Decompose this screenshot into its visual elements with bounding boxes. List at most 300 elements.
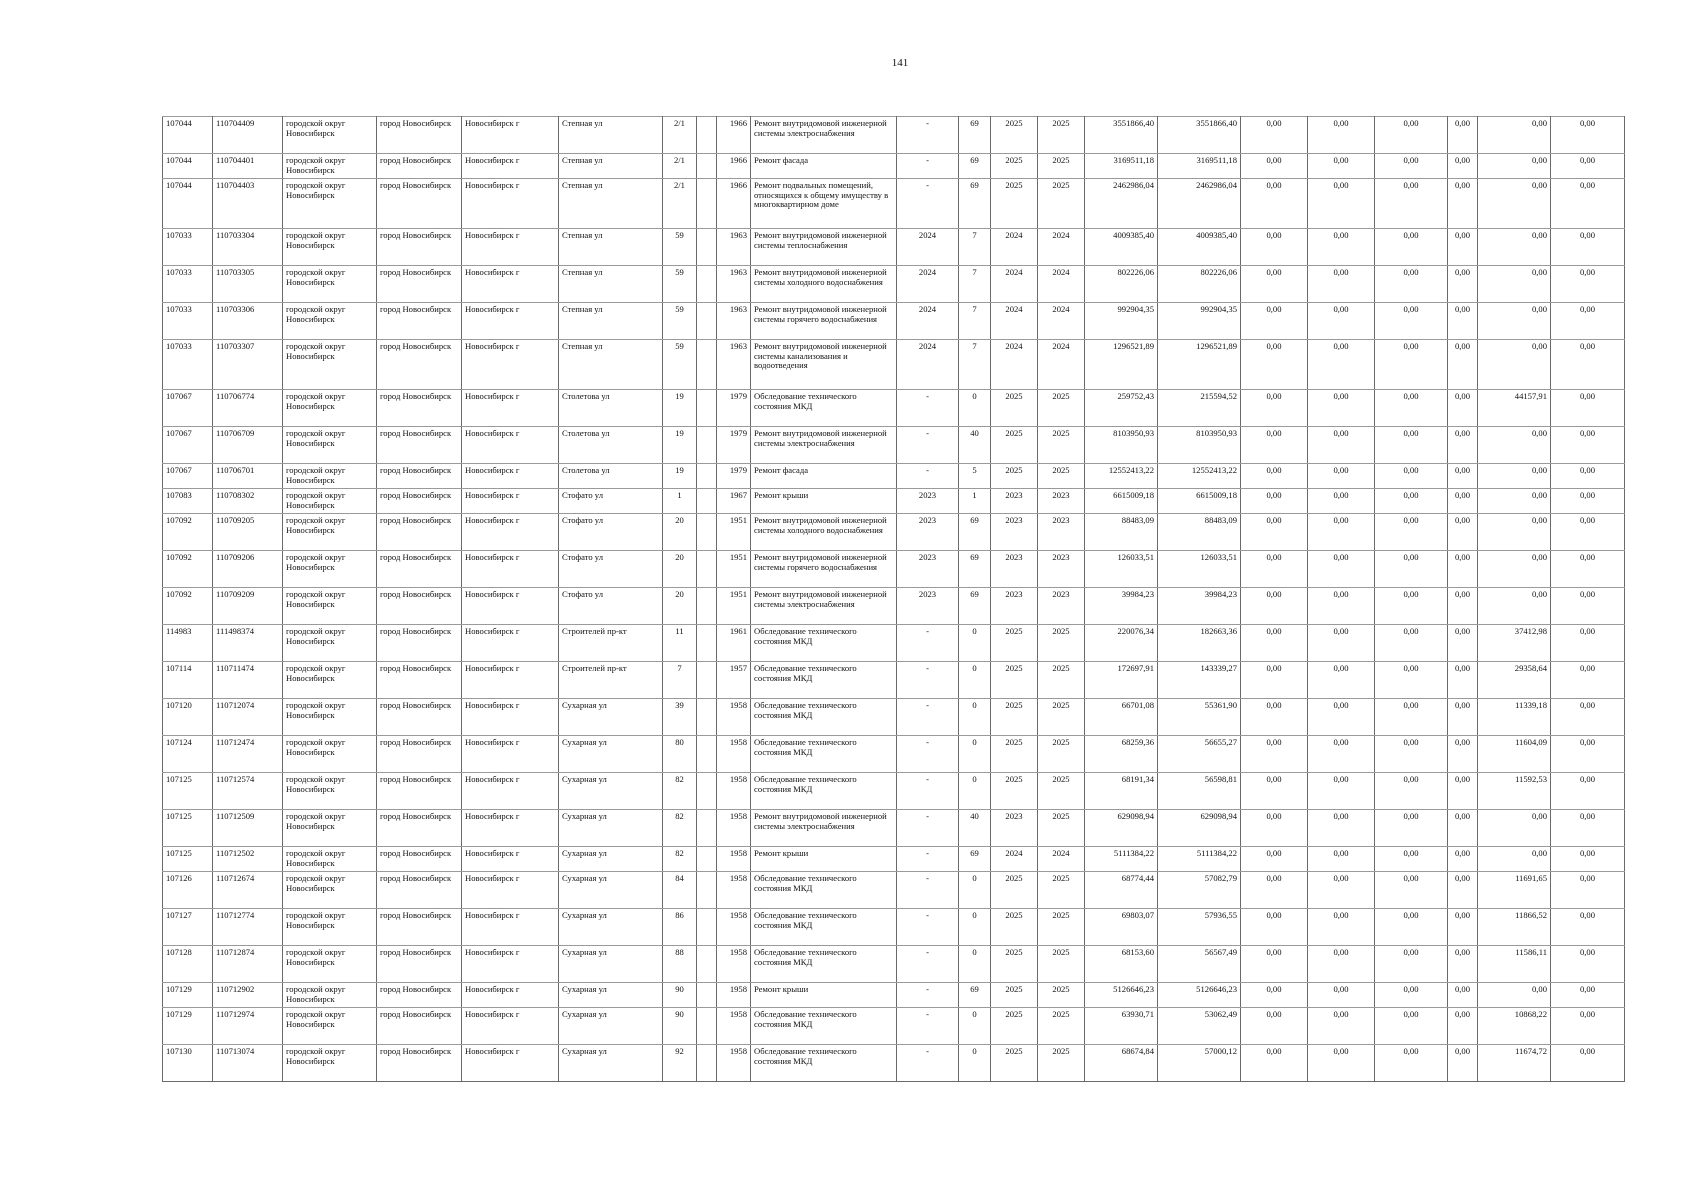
planned-year-cell: - [897, 662, 959, 699]
end-year-cell: 2023 [1038, 514, 1085, 551]
regional-budget-cell: 0,00 [1308, 909, 1375, 946]
work-type-cell: Обследование технического состояния МКД [751, 625, 897, 662]
work-id-cell: 110703304 [213, 229, 283, 266]
reserve-cell: 0,00 [1551, 179, 1625, 229]
start-year-cell: 2023 [991, 551, 1038, 588]
work-type-cell: Ремонт внутридомовой инженерной системы канализования и водоотведения [751, 340, 897, 390]
planned-year-cell: 2024 [897, 266, 959, 303]
work-type-cell: Обследование технического состояния МКД [751, 390, 897, 427]
federal-cost-cell: 0,00 [1241, 514, 1308, 551]
building-id-cell: 107092 [163, 551, 213, 588]
planned-year-cell: - [897, 983, 959, 1008]
start-year-cell: 2025 [991, 464, 1038, 489]
table-row [163, 229, 1625, 266]
table-row [163, 154, 1625, 179]
local-budget-cell: 0,00 [1375, 427, 1448, 464]
planned-year-cell: - [897, 872, 959, 909]
planned-year-cell: - [897, 427, 959, 464]
owner-funds-cell: 0,00 [1448, 736, 1478, 773]
street-cell: Сухарная ул [559, 909, 663, 946]
house-number-cell: 90 [663, 983, 697, 1008]
owner-funds-cell: 0,00 [1448, 154, 1478, 179]
settlement-cell: город Новосибирск [377, 551, 462, 588]
federal-cost-cell: 0,00 [1241, 229, 1308, 266]
regional-budget-cell: 0,00 [1308, 154, 1375, 179]
street-cell: Сухарная ул [559, 872, 663, 909]
building-letter-cell [697, 946, 717, 983]
start-year-cell: 2023 [991, 514, 1038, 551]
work-id-cell: 110709209 [213, 588, 283, 625]
build-year-cell: 1951 [717, 514, 751, 551]
regional-fund-cost-cell: 88483,09 [1158, 514, 1241, 551]
locality-cell: Новосибирск г [462, 514, 559, 551]
local-budget-cell: 0,00 [1375, 154, 1448, 179]
building-letter-cell [697, 514, 717, 551]
work-id-cell: 110709205 [213, 514, 283, 551]
table-row [163, 489, 1625, 514]
building-letter-cell [697, 1045, 717, 1082]
local-budget-cell: 0,00 [1375, 625, 1448, 662]
other-funds-cell: 0,00 [1478, 847, 1551, 872]
build-year-cell: 1967 [717, 489, 751, 514]
building-letter-cell [697, 1008, 717, 1045]
local-budget-cell: 0,00 [1375, 773, 1448, 810]
end-year-cell: 2023 [1038, 551, 1085, 588]
regional-budget-cell: 0,00 [1308, 117, 1375, 154]
start-year-cell: 2025 [991, 662, 1038, 699]
federal-cost-cell: 0,00 [1241, 489, 1308, 514]
locality-cell: Новосибирск г [462, 154, 559, 179]
local-budget-cell: 0,00 [1375, 1008, 1448, 1045]
locality-cell: Новосибирск г [462, 266, 559, 303]
reserve-cell: 0,00 [1551, 588, 1625, 625]
end-year-cell: 2025 [1038, 464, 1085, 489]
table-row [163, 427, 1625, 464]
street-cell: Степная ул [559, 229, 663, 266]
wear-percent-cell: 7 [959, 303, 991, 340]
other-funds-cell: 0,00 [1478, 154, 1551, 179]
start-year-cell: 2024 [991, 266, 1038, 303]
regional-budget-cell: 0,00 [1308, 179, 1375, 229]
total-cost-cell: 172697,91 [1085, 662, 1158, 699]
work-type-cell: Обследование технического состояния МКД [751, 1045, 897, 1082]
wear-percent-cell: 40 [959, 427, 991, 464]
locality-cell: Новосибирск г [462, 773, 559, 810]
start-year-cell: 2025 [991, 427, 1038, 464]
wear-percent-cell: 0 [959, 1045, 991, 1082]
end-year-cell: 2025 [1038, 946, 1085, 983]
end-year-cell: 2023 [1038, 489, 1085, 514]
planned-year-cell: 2023 [897, 514, 959, 551]
municipal-district-cell: городской округ Новосибирск [283, 551, 377, 588]
regional-fund-cost-cell: 143339,27 [1158, 662, 1241, 699]
house-number-cell: 20 [663, 588, 697, 625]
settlement-cell: город Новосибирск [377, 588, 462, 625]
municipal-district-cell: городской округ Новосибирск [283, 229, 377, 266]
local-budget-cell: 0,00 [1375, 551, 1448, 588]
owner-funds-cell: 0,00 [1448, 427, 1478, 464]
owner-funds-cell: 0,00 [1448, 662, 1478, 699]
wear-percent-cell: 0 [959, 909, 991, 946]
street-cell: Сухарная ул [559, 1008, 663, 1045]
municipal-district-cell: городской округ Новосибирск [283, 810, 377, 847]
federal-cost-cell: 0,00 [1241, 847, 1308, 872]
start-year-cell: 2025 [991, 699, 1038, 736]
owner-funds-cell: 0,00 [1448, 340, 1478, 390]
total-cost-cell: 2462986,04 [1085, 179, 1158, 229]
settlement-cell: город Новосибирск [377, 154, 462, 179]
table-row [163, 662, 1625, 699]
settlement-cell: город Новосибирск [377, 699, 462, 736]
regional-fund-cost-cell: 629098,94 [1158, 810, 1241, 847]
end-year-cell: 2025 [1038, 810, 1085, 847]
street-cell: Сухарная ул [559, 773, 663, 810]
other-funds-cell: 0,00 [1478, 514, 1551, 551]
federal-cost-cell: 0,00 [1241, 773, 1308, 810]
local-budget-cell: 0,00 [1375, 736, 1448, 773]
municipal-district-cell: городской округ Новосибирск [283, 489, 377, 514]
build-year-cell: 1958 [717, 847, 751, 872]
wear-percent-cell: 69 [959, 847, 991, 872]
house-number-cell: 2/1 [663, 154, 697, 179]
building-id-cell: 107124 [163, 736, 213, 773]
locality-cell: Новосибирск г [462, 303, 559, 340]
local-budget-cell: 0,00 [1375, 847, 1448, 872]
house-number-cell: 19 [663, 464, 697, 489]
total-cost-cell: 220076,34 [1085, 625, 1158, 662]
build-year-cell: 1958 [717, 909, 751, 946]
owner-funds-cell: 0,00 [1448, 390, 1478, 427]
reserve-cell: 0,00 [1551, 909, 1625, 946]
reserve-cell: 0,00 [1551, 551, 1625, 588]
reserve-cell: 0,00 [1551, 514, 1625, 551]
regional-fund-cost-cell: 2462986,04 [1158, 179, 1241, 229]
work-type-cell: Обследование технического состояния МКД [751, 736, 897, 773]
end-year-cell: 2025 [1038, 625, 1085, 662]
table-row [163, 1008, 1625, 1045]
owner-funds-cell: 0,00 [1448, 699, 1478, 736]
wear-percent-cell: 0 [959, 390, 991, 427]
building-letter-cell [697, 117, 717, 154]
federal-cost-cell: 0,00 [1241, 588, 1308, 625]
federal-cost-cell: 0,00 [1241, 464, 1308, 489]
work-id-cell: 110704409 [213, 117, 283, 154]
reserve-cell: 0,00 [1551, 427, 1625, 464]
regional-budget-cell: 0,00 [1308, 736, 1375, 773]
reserve-cell: 0,00 [1551, 872, 1625, 909]
municipal-district-cell: городской округ Новосибирск [283, 699, 377, 736]
house-number-cell: 80 [663, 736, 697, 773]
regional-fund-cost-cell: 57082,79 [1158, 872, 1241, 909]
wear-percent-cell: 69 [959, 551, 991, 588]
planned-year-cell: - [897, 909, 959, 946]
street-cell: Сухарная ул [559, 946, 663, 983]
house-number-cell: 11 [663, 625, 697, 662]
work-id-cell: 110712509 [213, 810, 283, 847]
municipal-district-cell: городской округ Новосибирск [283, 390, 377, 427]
street-cell: Сухарная ул [559, 983, 663, 1008]
reserve-cell: 0,00 [1551, 154, 1625, 179]
table-row [163, 773, 1625, 810]
table-row [163, 736, 1625, 773]
end-year-cell: 2025 [1038, 154, 1085, 179]
total-cost-cell: 259752,43 [1085, 390, 1158, 427]
local-budget-cell: 0,00 [1375, 117, 1448, 154]
table-row [163, 625, 1625, 662]
planned-year-cell: 2023 [897, 588, 959, 625]
building-id-cell: 107067 [163, 390, 213, 427]
owner-funds-cell: 0,00 [1448, 489, 1478, 514]
build-year-cell: 1979 [717, 390, 751, 427]
regional-budget-cell: 0,00 [1308, 625, 1375, 662]
total-cost-cell: 992904,35 [1085, 303, 1158, 340]
house-number-cell: 20 [663, 551, 697, 588]
reserve-cell: 0,00 [1551, 699, 1625, 736]
regional-budget-cell: 0,00 [1308, 229, 1375, 266]
planned-year-cell: 2024 [897, 229, 959, 266]
end-year-cell: 2025 [1038, 872, 1085, 909]
end-year-cell: 2025 [1038, 736, 1085, 773]
settlement-cell: город Новосибирск [377, 514, 462, 551]
planned-year-cell: - [897, 736, 959, 773]
house-number-cell: 2/1 [663, 179, 697, 229]
local-budget-cell: 0,00 [1375, 810, 1448, 847]
regional-budget-cell: 0,00 [1308, 464, 1375, 489]
build-year-cell: 1966 [717, 154, 751, 179]
owner-funds-cell: 0,00 [1448, 303, 1478, 340]
planned-year-cell: - [897, 1008, 959, 1045]
table-body [163, 117, 1625, 1082]
reserve-cell: 0,00 [1551, 662, 1625, 699]
federal-cost-cell: 0,00 [1241, 427, 1308, 464]
local-budget-cell: 0,00 [1375, 588, 1448, 625]
work-id-cell: 110712774 [213, 909, 283, 946]
house-number-cell: 19 [663, 390, 697, 427]
house-number-cell: 82 [663, 847, 697, 872]
street-cell: Сухарная ул [559, 736, 663, 773]
other-funds-cell: 0,00 [1478, 810, 1551, 847]
work-id-cell: 110712674 [213, 872, 283, 909]
work-id-cell: 110703306 [213, 303, 283, 340]
building-id-cell: 107125 [163, 773, 213, 810]
regional-budget-cell: 0,00 [1308, 303, 1375, 340]
building-letter-cell [697, 464, 717, 489]
local-budget-cell: 0,00 [1375, 872, 1448, 909]
total-cost-cell: 68191,34 [1085, 773, 1158, 810]
federal-cost-cell: 0,00 [1241, 340, 1308, 390]
locality-cell: Новосибирск г [462, 872, 559, 909]
wear-percent-cell: 69 [959, 179, 991, 229]
wear-percent-cell: 0 [959, 662, 991, 699]
other-funds-cell: 11592,53 [1478, 773, 1551, 810]
building-letter-cell [697, 303, 717, 340]
start-year-cell: 2025 [991, 1045, 1038, 1082]
work-type-cell: Ремонт крыши [751, 847, 897, 872]
reserve-cell: 0,00 [1551, 810, 1625, 847]
municipal-district-cell: городской округ Новосибирск [283, 514, 377, 551]
settlement-cell: город Новосибирск [377, 773, 462, 810]
work-id-cell: 110709206 [213, 551, 283, 588]
wear-percent-cell: 5 [959, 464, 991, 489]
municipal-district-cell: городской округ Новосибирск [283, 1008, 377, 1045]
planned-year-cell: - [897, 810, 959, 847]
street-cell: Строителей пр-кт [559, 625, 663, 662]
regional-budget-cell: 0,00 [1308, 489, 1375, 514]
total-cost-cell: 3169511,18 [1085, 154, 1158, 179]
municipal-district-cell: городской округ Новосибирск [283, 464, 377, 489]
municipal-district-cell: городской округ Новосибирск [283, 662, 377, 699]
start-year-cell: 2025 [991, 983, 1038, 1008]
owner-funds-cell: 0,00 [1448, 266, 1478, 303]
planned-year-cell: 2024 [897, 340, 959, 390]
local-budget-cell: 0,00 [1375, 489, 1448, 514]
reserve-cell: 0,00 [1551, 1008, 1625, 1045]
locality-cell: Новосибирск г [462, 340, 559, 390]
local-budget-cell: 0,00 [1375, 390, 1448, 427]
planned-year-cell: - [897, 1045, 959, 1082]
end-year-cell: 2025 [1038, 983, 1085, 1008]
total-cost-cell: 629098,94 [1085, 810, 1158, 847]
locality-cell: Новосибирск г [462, 179, 559, 229]
street-cell: Степная ул [559, 303, 663, 340]
wear-percent-cell: 0 [959, 1008, 991, 1045]
regional-budget-cell: 0,00 [1308, 340, 1375, 390]
regional-fund-cost-cell: 57000,12 [1158, 1045, 1241, 1082]
local-budget-cell: 0,00 [1375, 662, 1448, 699]
owner-funds-cell: 0,00 [1448, 872, 1478, 909]
work-id-cell: 111498374 [213, 625, 283, 662]
reserve-cell: 0,00 [1551, 464, 1625, 489]
work-type-cell: Ремонт крыши [751, 983, 897, 1008]
total-cost-cell: 4009385,40 [1085, 229, 1158, 266]
reserve-cell: 0,00 [1551, 847, 1625, 872]
work-id-cell: 110713074 [213, 1045, 283, 1082]
planned-year-cell: - [897, 154, 959, 179]
regional-fund-cost-cell: 56655,27 [1158, 736, 1241, 773]
work-id-cell: 110712974 [213, 1008, 283, 1045]
settlement-cell: город Новосибирск [377, 117, 462, 154]
total-cost-cell: 63930,71 [1085, 1008, 1158, 1045]
settlement-cell: город Новосибирск [377, 1045, 462, 1082]
total-cost-cell: 68674,84 [1085, 1045, 1158, 1082]
house-number-cell: 82 [663, 810, 697, 847]
house-number-cell: 20 [663, 514, 697, 551]
work-type-cell: Ремонт внутридомовой инженерной системы холодного водоснабжения [751, 514, 897, 551]
regional-budget-cell: 0,00 [1308, 946, 1375, 983]
reserve-cell: 0,00 [1551, 983, 1625, 1008]
regional-budget-cell: 0,00 [1308, 1008, 1375, 1045]
house-number-cell: 7 [663, 662, 697, 699]
street-cell: Сухарная ул [559, 1045, 663, 1082]
owner-funds-cell: 0,00 [1448, 946, 1478, 983]
federal-cost-cell: 0,00 [1241, 303, 1308, 340]
other-funds-cell: 11866,52 [1478, 909, 1551, 946]
table-row [163, 946, 1625, 983]
build-year-cell: 1963 [717, 340, 751, 390]
work-type-cell: Обследование технического состояния МКД [751, 662, 897, 699]
settlement-cell: город Новосибирск [377, 390, 462, 427]
build-year-cell: 1958 [717, 773, 751, 810]
total-cost-cell: 3551866,40 [1085, 117, 1158, 154]
building-id-cell: 107126 [163, 872, 213, 909]
total-cost-cell: 1296521,89 [1085, 340, 1158, 390]
other-funds-cell: 0,00 [1478, 427, 1551, 464]
federal-cost-cell: 0,00 [1241, 810, 1308, 847]
building-letter-cell [697, 489, 717, 514]
build-year-cell: 1951 [717, 588, 751, 625]
locality-cell: Новосибирск г [462, 489, 559, 514]
table-row [163, 551, 1625, 588]
street-cell: Степная ул [559, 266, 663, 303]
planned-year-cell: 2023 [897, 551, 959, 588]
total-cost-cell: 5111384,22 [1085, 847, 1158, 872]
planned-year-cell: - [897, 117, 959, 154]
building-id-cell: 107092 [163, 514, 213, 551]
work-id-cell: 110711474 [213, 662, 283, 699]
regional-budget-cell: 0,00 [1308, 266, 1375, 303]
other-funds-cell: 11604,09 [1478, 736, 1551, 773]
planned-year-cell: 2024 [897, 303, 959, 340]
building-letter-cell [697, 229, 717, 266]
settlement-cell: город Новосибирск [377, 946, 462, 983]
federal-cost-cell: 0,00 [1241, 625, 1308, 662]
regional-fund-cost-cell: 5111384,22 [1158, 847, 1241, 872]
table-row [163, 983, 1625, 1008]
work-type-cell: Ремонт внутридомовой инженерной системы горячего водоснабжения [751, 303, 897, 340]
work-id-cell: 110712574 [213, 773, 283, 810]
table-row [163, 1045, 1625, 1082]
table-row [163, 117, 1625, 154]
locality-cell: Новосибирск г [462, 946, 559, 983]
end-year-cell: 2025 [1038, 1008, 1085, 1045]
local-budget-cell: 0,00 [1375, 699, 1448, 736]
start-year-cell: 2025 [991, 946, 1038, 983]
planned-year-cell: - [897, 773, 959, 810]
building-id-cell: 107033 [163, 303, 213, 340]
work-type-cell: Обследование технического состояния МКД [751, 1008, 897, 1045]
owner-funds-cell: 0,00 [1448, 514, 1478, 551]
planned-year-cell: - [897, 699, 959, 736]
street-cell: Столетова ул [559, 464, 663, 489]
local-budget-cell: 0,00 [1375, 946, 1448, 983]
owner-funds-cell: 0,00 [1448, 179, 1478, 229]
building-id-cell: 107033 [163, 340, 213, 390]
wear-percent-cell: 7 [959, 266, 991, 303]
building-letter-cell [697, 625, 717, 662]
building-id-cell: 107129 [163, 1008, 213, 1045]
settlement-cell: город Новосибирск [377, 229, 462, 266]
other-funds-cell: 44157,91 [1478, 390, 1551, 427]
table-row [163, 179, 1625, 229]
end-year-cell: 2025 [1038, 1045, 1085, 1082]
planned-year-cell: - [897, 390, 959, 427]
table-row [163, 847, 1625, 872]
locality-cell: Новосибирск г [462, 1008, 559, 1045]
total-cost-cell: 802226,06 [1085, 266, 1158, 303]
table-row [163, 909, 1625, 946]
settlement-cell: город Новосибирск [377, 847, 462, 872]
regional-fund-cost-cell: 5126646,23 [1158, 983, 1241, 1008]
street-cell: Стофато ул [559, 514, 663, 551]
end-year-cell: 2024 [1038, 847, 1085, 872]
work-id-cell: 110708302 [213, 489, 283, 514]
other-funds-cell: 0,00 [1478, 179, 1551, 229]
wear-percent-cell: 7 [959, 340, 991, 390]
settlement-cell: город Новосибирск [377, 340, 462, 390]
reserve-cell: 0,00 [1551, 946, 1625, 983]
end-year-cell: 2024 [1038, 303, 1085, 340]
regional-budget-cell: 0,00 [1308, 551, 1375, 588]
